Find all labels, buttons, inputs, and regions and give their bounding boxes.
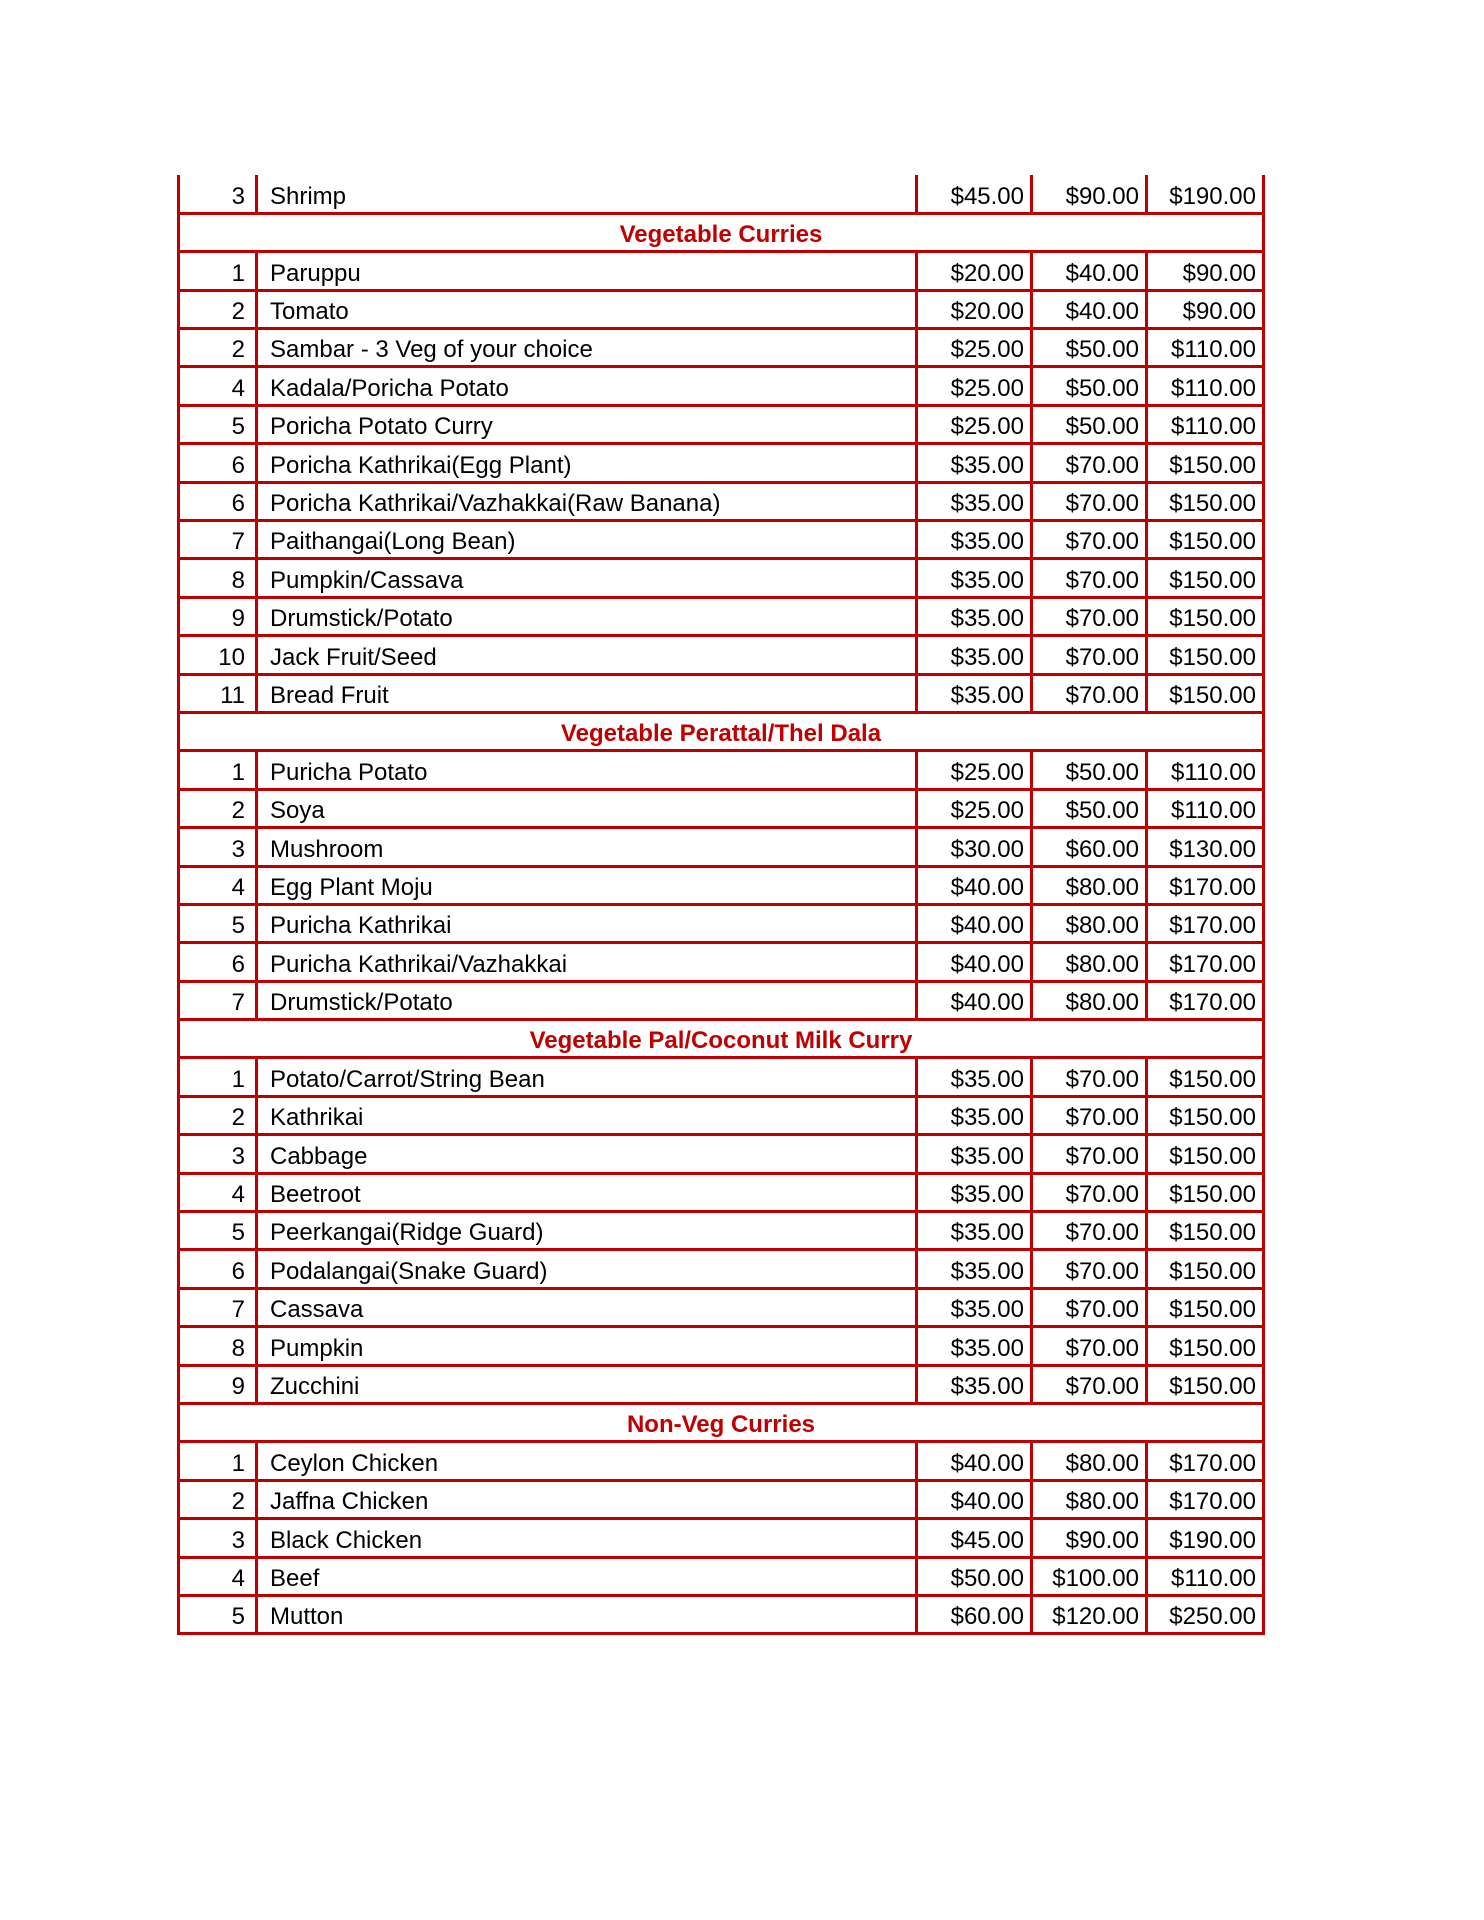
item-price-small: $45.00: [917, 175, 1032, 213]
item-number: 3: [179, 1135, 257, 1173]
item-price-small: $35.00: [917, 1288, 1032, 1326]
menu-item-row: [179, 559, 1264, 597]
item-price-small: $45.00: [917, 1519, 1032, 1557]
item-price-medium: $70.00: [1032, 674, 1147, 712]
item-name: Puricha Potato: [257, 751, 917, 789]
item-price-large: $110.00: [1147, 789, 1264, 827]
item-price-large: $150.00: [1147, 482, 1264, 520]
item-name: Drumstick/Potato: [257, 981, 917, 1019]
item-price-medium: $80.00: [1032, 1442, 1147, 1480]
item-name: Poricha Potato Curry: [257, 405, 917, 443]
item-price-large: $170.00: [1147, 904, 1264, 942]
item-number: 5: [179, 904, 257, 942]
item-name: Cabbage: [257, 1135, 917, 1173]
item-price-medium: $90.00: [1032, 175, 1147, 213]
item-price-medium: $40.00: [1032, 290, 1147, 328]
menu-item-row: [179, 1096, 1264, 1134]
item-name: Beetroot: [257, 1173, 917, 1211]
item-price-large: $150.00: [1147, 1058, 1264, 1096]
item-name: Sambar - 3 Veg of your choice: [257, 329, 917, 367]
item-price-medium: $60.00: [1032, 828, 1147, 866]
item-price-small: $35.00: [917, 597, 1032, 635]
item-number: 5: [179, 1212, 257, 1250]
item-price-large: $90.00: [1147, 290, 1264, 328]
menu-item-row: [179, 981, 1264, 1019]
item-price-medium: $80.00: [1032, 1480, 1147, 1518]
item-price-small: $35.00: [917, 1212, 1032, 1250]
item-price-small: $40.00: [917, 943, 1032, 981]
menu-item-row: [179, 1288, 1264, 1326]
item-number: 7: [179, 1288, 257, 1326]
item-number: 6: [179, 444, 257, 482]
item-price-small: $35.00: [917, 1365, 1032, 1403]
item-name: Paithangai(Long Bean): [257, 521, 917, 559]
item-price-medium: $80.00: [1032, 981, 1147, 1019]
menu-item-row: [179, 521, 1264, 559]
item-price-large: $150.00: [1147, 674, 1264, 712]
menu-item-row: [179, 1212, 1264, 1250]
item-price-medium: $40.00: [1032, 252, 1147, 290]
item-price-large: $170.00: [1147, 981, 1264, 1019]
item-price-small: $35.00: [917, 521, 1032, 559]
item-price-large: $90.00: [1147, 252, 1264, 290]
item-number: 8: [179, 559, 257, 597]
item-number: 6: [179, 1250, 257, 1288]
item-price-medium: $90.00: [1032, 1519, 1147, 1557]
item-name: Zucchini: [257, 1365, 917, 1403]
item-number: 3: [179, 175, 257, 213]
menu-item-row: [179, 1135, 1264, 1173]
item-price-small: $25.00: [917, 789, 1032, 827]
section-heading-row: [179, 1020, 1264, 1058]
item-number: 5: [179, 405, 257, 443]
menu-item-row: [179, 367, 1264, 405]
menu-item-row: [179, 444, 1264, 482]
item-price-small: $50.00: [917, 1557, 1032, 1595]
item-name: Black Chicken: [257, 1519, 917, 1557]
item-price-small: $35.00: [917, 1327, 1032, 1365]
item-price-medium: $70.00: [1032, 482, 1147, 520]
menu-item-row: [179, 329, 1264, 367]
item-price-medium: $50.00: [1032, 789, 1147, 827]
item-name: Poricha Kathrikai/Vazhakkai(Raw Banana): [257, 482, 917, 520]
item-price-small: $25.00: [917, 329, 1032, 367]
item-name: Poricha Kathrikai(Egg Plant): [257, 444, 917, 482]
item-price-large: $170.00: [1147, 943, 1264, 981]
menu-item-row: [179, 1365, 1264, 1403]
section-heading: Vegetable Pal/Coconut Milk Curry: [179, 1020, 1264, 1058]
item-price-medium: $50.00: [1032, 751, 1147, 789]
menu-item-row: [179, 943, 1264, 981]
item-price-large: $150.00: [1147, 1096, 1264, 1134]
item-name: Egg Plant Moju: [257, 866, 917, 904]
item-number: 4: [179, 1557, 257, 1595]
item-price-large: $150.00: [1147, 1327, 1264, 1365]
item-price-small: $40.00: [917, 904, 1032, 942]
item-price-large: $150.00: [1147, 444, 1264, 482]
menu-item-row: [179, 751, 1264, 789]
menu-price-table: [177, 175, 1265, 1635]
menu-item-row: [179, 674, 1264, 712]
item-price-medium: $70.00: [1032, 636, 1147, 674]
item-price-small: $35.00: [917, 1096, 1032, 1134]
item-price-small: $20.00: [917, 252, 1032, 290]
item-price-large: $150.00: [1147, 1250, 1264, 1288]
item-name: Beef: [257, 1557, 917, 1595]
menu-item-row: [179, 252, 1264, 290]
item-price-medium: $70.00: [1032, 1058, 1147, 1096]
item-price-medium: $80.00: [1032, 866, 1147, 904]
item-price-large: $150.00: [1147, 1212, 1264, 1250]
menu-item-row: [179, 828, 1264, 866]
item-number: 6: [179, 943, 257, 981]
item-number: 4: [179, 367, 257, 405]
menu-table-body: [179, 175, 1264, 1634]
item-price-medium: $70.00: [1032, 1288, 1147, 1326]
menu-item-row: [179, 175, 1264, 213]
menu-item-row: [179, 290, 1264, 328]
menu-item-row: [179, 789, 1264, 827]
item-price-medium: $70.00: [1032, 1365, 1147, 1403]
item-price-medium: $50.00: [1032, 405, 1147, 443]
item-name: Puricha Kathrikai/Vazhakkai: [257, 943, 917, 981]
item-name: Ceylon Chicken: [257, 1442, 917, 1480]
item-price-large: $150.00: [1147, 521, 1264, 559]
item-number: 9: [179, 597, 257, 635]
item-price-small: $35.00: [917, 1173, 1032, 1211]
menu-item-row: [179, 1595, 1264, 1633]
item-price-small: $25.00: [917, 405, 1032, 443]
menu-item-row: [179, 1519, 1264, 1557]
item-price-medium: $50.00: [1032, 367, 1147, 405]
section-heading-row: [179, 712, 1264, 750]
item-number: 9: [179, 1365, 257, 1403]
item-name: Paruppu: [257, 252, 917, 290]
item-number: 7: [179, 981, 257, 1019]
item-name: Bread Fruit: [257, 674, 917, 712]
item-price-small: $20.00: [917, 290, 1032, 328]
item-price-medium: $70.00: [1032, 597, 1147, 635]
item-number: 1: [179, 751, 257, 789]
item-name: Podalangai(Snake Guard): [257, 1250, 917, 1288]
item-price-large: $150.00: [1147, 1135, 1264, 1173]
item-price-small: $35.00: [917, 444, 1032, 482]
menu-item-row: [179, 866, 1264, 904]
item-price-medium: $70.00: [1032, 1212, 1147, 1250]
item-price-small: $35.00: [917, 1058, 1032, 1096]
item-price-large: $190.00: [1147, 175, 1264, 213]
item-name: Peerkangai(Ridge Guard): [257, 1212, 917, 1250]
menu-item-row: [179, 597, 1264, 635]
section-heading: Vegetable Perattal/Thel Dala: [179, 712, 1264, 750]
item-name: Soya: [257, 789, 917, 827]
item-price-large: $110.00: [1147, 329, 1264, 367]
item-price-small: $35.00: [917, 674, 1032, 712]
item-number: 1: [179, 252, 257, 290]
item-price-small: $35.00: [917, 636, 1032, 674]
item-number: 4: [179, 1173, 257, 1211]
item-price-small: $40.00: [917, 1442, 1032, 1480]
item-price-medium: $70.00: [1032, 1250, 1147, 1288]
item-name: Pumpkin: [257, 1327, 917, 1365]
item-name: Jaffna Chicken: [257, 1480, 917, 1518]
item-price-small: $35.00: [917, 482, 1032, 520]
menu-item-row: [179, 1557, 1264, 1595]
item-price-small: $35.00: [917, 1135, 1032, 1173]
item-price-large: $250.00: [1147, 1595, 1264, 1633]
menu-item-row: [179, 904, 1264, 942]
item-number: 2: [179, 1096, 257, 1134]
item-price-medium: $70.00: [1032, 444, 1147, 482]
item-price-medium: $80.00: [1032, 943, 1147, 981]
menu-item-row: [179, 405, 1264, 443]
item-number: 3: [179, 828, 257, 866]
item-price-large: $110.00: [1147, 1557, 1264, 1595]
item-price-medium: $100.00: [1032, 1557, 1147, 1595]
item-price-small: $25.00: [917, 367, 1032, 405]
item-number: 1: [179, 1442, 257, 1480]
item-number: 3: [179, 1519, 257, 1557]
menu-item-row: [179, 482, 1264, 520]
item-name: Pumpkin/Cassava: [257, 559, 917, 597]
item-price-large: $110.00: [1147, 367, 1264, 405]
item-price-small: $30.00: [917, 828, 1032, 866]
item-number: 2: [179, 290, 257, 328]
item-number: 11: [179, 674, 257, 712]
item-name: Puricha Kathrikai: [257, 904, 917, 942]
item-price-large: $110.00: [1147, 751, 1264, 789]
item-name: Tomato: [257, 290, 917, 328]
item-number: 10: [179, 636, 257, 674]
menu-item-row: [179, 1480, 1264, 1518]
item-price-large: $150.00: [1147, 1173, 1264, 1211]
item-price-medium: $80.00: [1032, 904, 1147, 942]
item-price-large: $190.00: [1147, 1519, 1264, 1557]
item-number: 1: [179, 1058, 257, 1096]
item-price-large: $110.00: [1147, 405, 1264, 443]
item-price-medium: $70.00: [1032, 1096, 1147, 1134]
item-price-medium: $120.00: [1032, 1595, 1147, 1633]
section-heading-row: [179, 1404, 1264, 1442]
item-number: 8: [179, 1327, 257, 1365]
item-number: 2: [179, 789, 257, 827]
item-name: Mutton: [257, 1595, 917, 1633]
item-number: 7: [179, 521, 257, 559]
section-heading-row: [179, 213, 1264, 251]
item-number: 2: [179, 1480, 257, 1518]
item-price-large: $150.00: [1147, 1365, 1264, 1403]
item-price-medium: $70.00: [1032, 521, 1147, 559]
item-price-small: $40.00: [917, 981, 1032, 1019]
item-number: 4: [179, 866, 257, 904]
item-price-small: $40.00: [917, 1480, 1032, 1518]
section-heading: Non-Veg Curries: [179, 1404, 1264, 1442]
item-price-small: $35.00: [917, 1250, 1032, 1288]
item-name: Cassava: [257, 1288, 917, 1326]
item-price-small: $25.00: [917, 751, 1032, 789]
item-price-large: $170.00: [1147, 866, 1264, 904]
item-price-medium: $70.00: [1032, 559, 1147, 597]
item-price-large: $170.00: [1147, 1442, 1264, 1480]
item-name: Potato/Carrot/String Bean: [257, 1058, 917, 1096]
menu-item-row: [179, 1173, 1264, 1211]
item-name: Kathrikai: [257, 1096, 917, 1134]
menu-item-row: [179, 1250, 1264, 1288]
menu-item-row: [179, 1058, 1264, 1096]
item-price-small: $60.00: [917, 1595, 1032, 1633]
item-price-large: $150.00: [1147, 597, 1264, 635]
item-price-medium: $70.00: [1032, 1135, 1147, 1173]
item-number: 2: [179, 329, 257, 367]
item-number: 5: [179, 1595, 257, 1633]
item-number: 6: [179, 482, 257, 520]
item-price-medium: $50.00: [1032, 329, 1147, 367]
item-price-small: $40.00: [917, 866, 1032, 904]
item-name: Kadala/Poricha Potato: [257, 367, 917, 405]
item-name: Drumstick/Potato: [257, 597, 917, 635]
item-price-small: $35.00: [917, 559, 1032, 597]
item-price-large: $130.00: [1147, 828, 1264, 866]
item-name: Mushroom: [257, 828, 917, 866]
item-price-large: $150.00: [1147, 559, 1264, 597]
menu-item-row: [179, 636, 1264, 674]
item-price-medium: $70.00: [1032, 1327, 1147, 1365]
item-price-large: $150.00: [1147, 1288, 1264, 1326]
item-name: Jack Fruit/Seed: [257, 636, 917, 674]
menu-item-row: [179, 1327, 1264, 1365]
item-name: Shrimp: [257, 175, 917, 213]
item-price-medium: $70.00: [1032, 1173, 1147, 1211]
menu-item-row: [179, 1442, 1264, 1480]
item-price-large: $170.00: [1147, 1480, 1264, 1518]
item-price-large: $150.00: [1147, 636, 1264, 674]
section-heading: Vegetable Curries: [179, 213, 1264, 251]
